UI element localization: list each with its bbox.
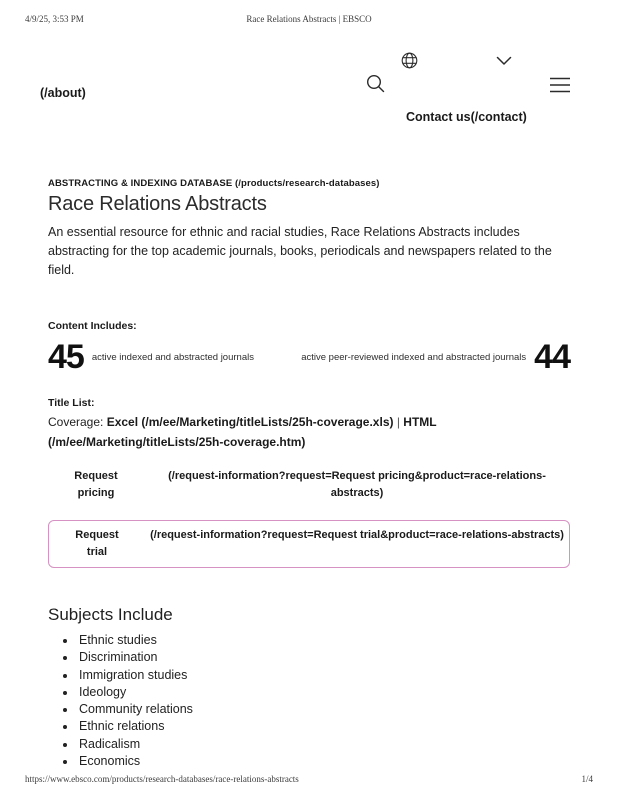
request-trial-link[interactable] [48,520,570,568]
excel-coverage-link[interactable]: Excel (/m/ee/Marketing/titleLists/25h-coverage.xls) [106,415,394,429]
subject-item: • Community relations [77,701,570,718]
content-includes-label: Content Includes: [48,320,137,332]
stat-indexed-journals [48,340,254,374]
html-coverage-link[interactable]: HTML (/m/ee/Marketing/titleLists/25h-coverage.htm) [48,415,437,449]
search-icon [366,74,385,93]
request-pricing-url: (/request-information?request=Request pricing&product=race-relations-abstracts) [168,470,546,499]
request-trial-url: (/request-information?request=Request trial&product=race-relations-abstracts) [150,529,564,541]
request-pricing-link[interactable] [48,468,570,502]
subjects-list [48,632,570,770]
request-trial-label: Request trial [75,529,119,558]
menu-icon [550,77,570,93]
subject-item: • Radicalism [77,736,570,753]
print-page-number: 1/4 [581,774,593,784]
title-list-label: Title List: [48,397,95,409]
stat-label: active peer-reviewed indexed and abstracted journals [301,351,527,363]
print-source-url: https://www.ebsco.com/products/research-databases/race-relations-abstracts [25,774,299,784]
product-description: An essential resource for ethnic and racial studies, Race Relations Abstracts includes abstracting for the top academic journals, books, periodicals and newspapers related to the field. [48,225,552,277]
print-timestamp: 4/9/25, 3:53 PM [25,14,84,24]
stat-peer-reviewed-journals [301,340,570,374]
subject-item: • Immigration studies [77,667,570,684]
contact-us-link[interactable]: Contact us(/contact) [406,110,527,124]
coverage-line [48,413,570,452]
page-title: Race Relations Abstracts [48,193,267,215]
print-doc-title: Race Relations Abstracts | EBSCO [246,14,372,24]
subject-item: • Economics [77,753,570,770]
subject-item: • Ideology [77,684,570,701]
stat-value: 44 [534,338,570,376]
stat-value: 45 [48,338,84,376]
stat-label: active indexed and abstracted journals [91,351,254,363]
subject-item: • Discrimination [77,649,570,666]
stats-row [48,340,570,374]
subject-item: • Ethnic studies [77,632,570,649]
request-pricing-label: Request pricing [74,470,118,499]
coverage-prefix: Coverage: [48,415,107,429]
globe-icon [401,52,418,69]
about-link[interactable]: (/about) [40,86,86,100]
database-category-link[interactable]: ABSTRACTING & INDEXING DATABASE (/products/research-databases) [48,178,380,189]
subjects-include-title: Subjects Include [48,605,173,624]
subject-item: • Ethnic relations [77,718,570,735]
chevron-down-icon [496,56,512,66]
coverage-separator: | [393,415,404,429]
